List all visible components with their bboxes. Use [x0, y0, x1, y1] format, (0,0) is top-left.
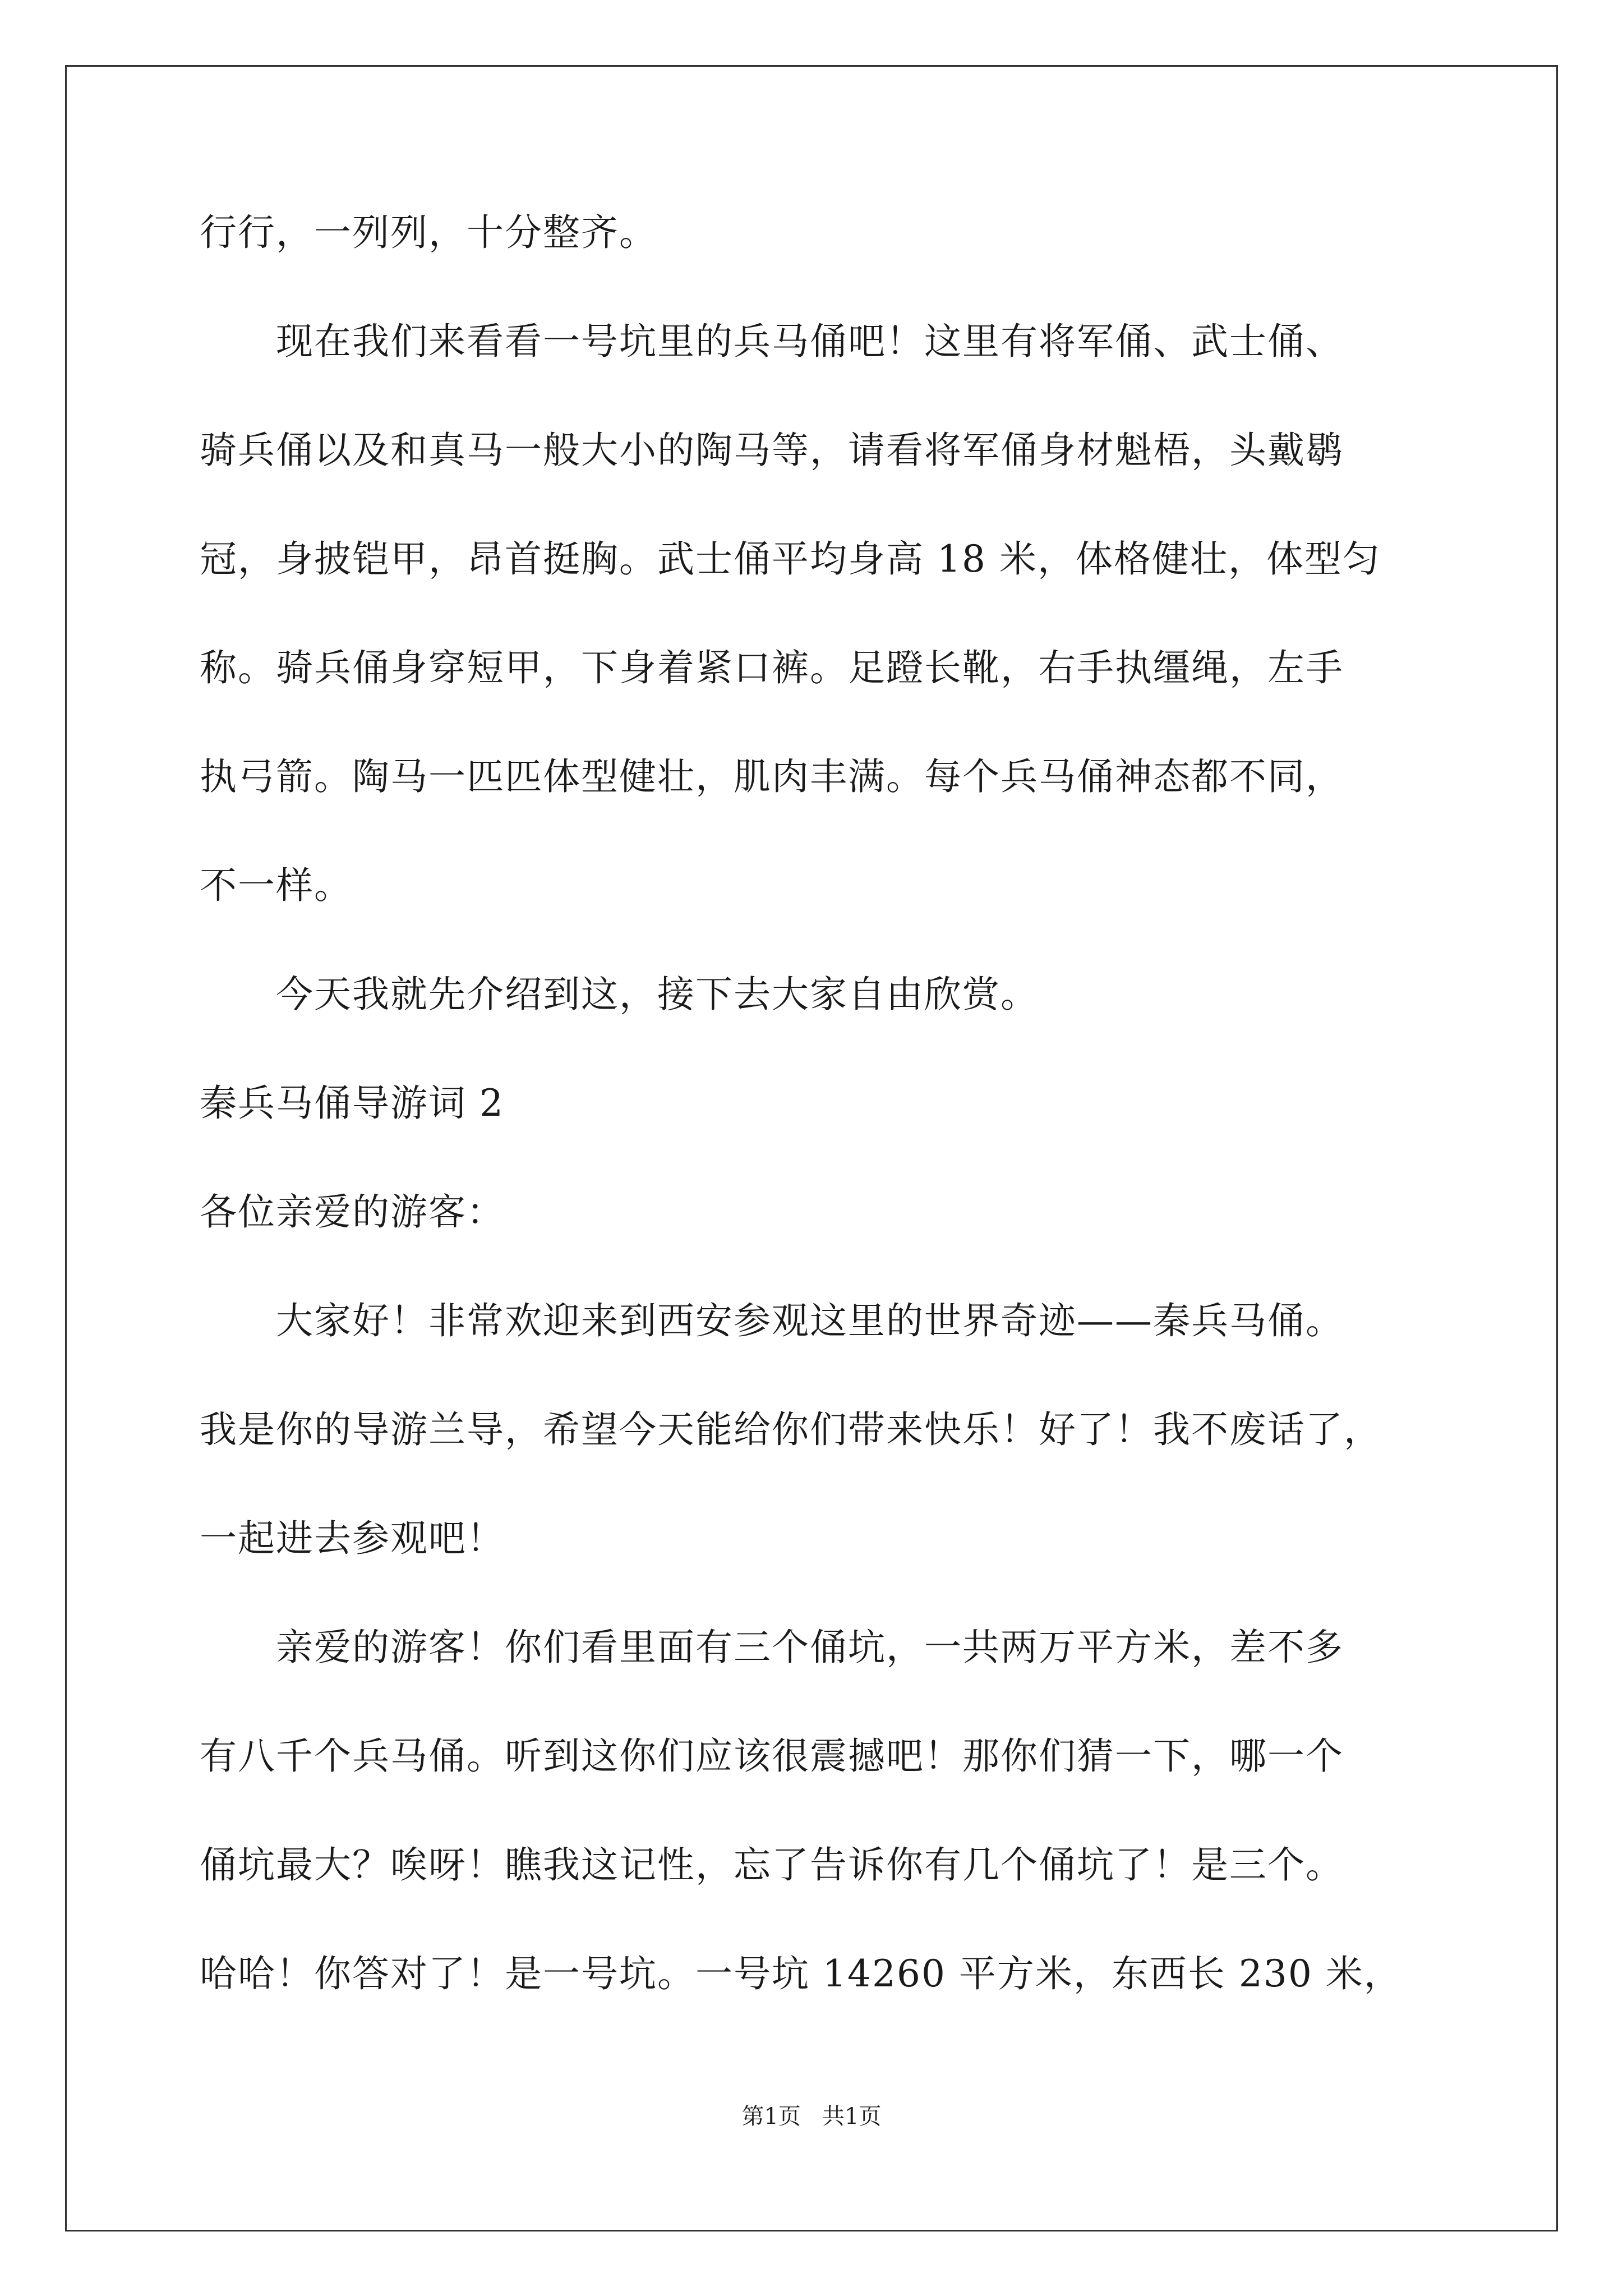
text-line: 俑坑最大？唉呀！瞧我这记性，忘了告诉你有几个俑坑了！是三个。 — [200, 1843, 1344, 1887]
page-border — [65, 65, 1558, 2231]
text-line: 现在我们来看看一号坑里的兵马俑吧！这里有将军俑、武士俑、 — [200, 320, 1344, 363]
text-line: 冠，身披铠甲，昂首挺胸。武士俑平均身高 18 米，体格健壮，体型匀 — [200, 537, 1381, 581]
text-line: 骑兵俑以及和真马一般大小的陶马等，请看将军俑身材魁梧，头戴鹖 — [200, 429, 1344, 472]
text-line: 执弓箭。陶马一匹匹体型健壮，肌肉丰满。每个兵马俑神态都不同， — [200, 755, 1344, 798]
text-line: 大家好！非常欢迎来到西安参观这里的世界奇迹——秦兵马俑。 — [200, 1299, 1344, 1342]
text-line: 哈哈！你答对了！是一号坑。一号坑 14260 平方米，东西长 230 米， — [200, 1952, 1402, 1995]
text-line: 我是你的导游兰导，希望今天能给你们带来快乐！好了！我不废话了， — [200, 1408, 1382, 1451]
section-heading: 秦兵马俑导游词 2 — [200, 1082, 504, 1125]
text-line: 行行，一列列，十分整齐。 — [200, 211, 657, 254]
text-line: 亲爱的游客！你们看里面有三个俑坑，一共两万平方米，差不多 — [200, 1626, 1344, 1669]
text-line: 各位亲爱的游客： — [200, 1190, 505, 1234]
text-line: 不一样。 — [200, 864, 352, 907]
page-footer: 第1页 共1页 — [741, 2104, 882, 2129]
text-line: 称。骑兵俑身穿短甲，下身着紧口裤。足蹬长靴，右手执缰绳，左手 — [200, 646, 1344, 689]
text-line: 有八千个兵马俑。听到这你们应该很震撼吧！那你们猜一下，哪一个 — [200, 1734, 1344, 1778]
text-line: 今天我就先介绍到这，接下去大家自由欣赏。 — [200, 973, 1039, 1016]
text-line: 一起进去参观吧！ — [200, 1517, 505, 1560]
